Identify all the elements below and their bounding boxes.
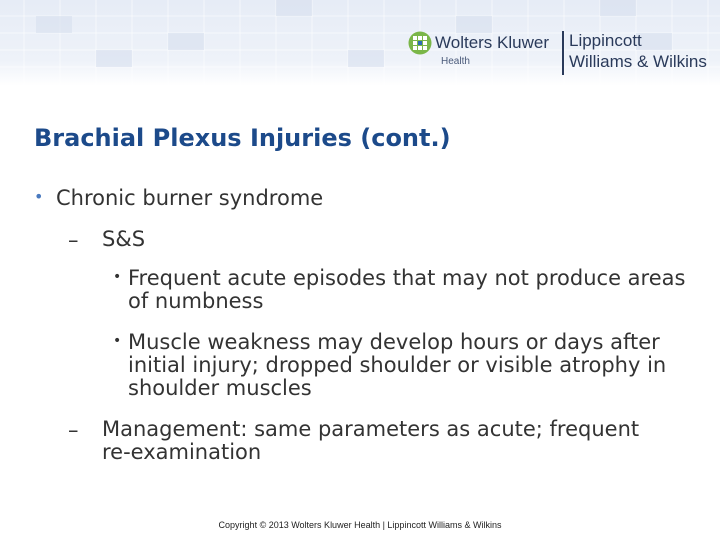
imprint-line-2: Williams & Wilkins xyxy=(569,52,707,71)
bullet-text: Frequent acute episodes that may not produce areas of numbness xyxy=(128,266,686,313)
imprint-line-1: Lippincott xyxy=(569,31,642,50)
en-dash-icon: – xyxy=(68,228,79,252)
slide-title: Brachial Plexus Injuries (cont.) xyxy=(34,124,451,152)
bullet-text: Management: same parameters as acute; frequent re-examination xyxy=(102,417,640,464)
bullet-dot-icon: • xyxy=(34,187,44,206)
bullet-dot-icon: • xyxy=(113,333,122,349)
bullet-text: Chronic burner syndrome xyxy=(56,186,324,210)
bullet-dot-icon: • xyxy=(113,269,122,285)
publisher-logo xyxy=(408,27,720,79)
bullet-text: S&S xyxy=(102,227,146,251)
en-dash-icon: – xyxy=(68,418,79,442)
header-band xyxy=(0,0,720,86)
publisher-division: Health xyxy=(441,56,470,67)
logo-divider xyxy=(562,31,564,75)
bullet-text: Muscle weakness may develop hours or days after initial injury; dropped shoulder or visible atrophy in shoulder muscles xyxy=(128,330,667,400)
publisher-name: Wolters Kluwer xyxy=(435,33,549,52)
copyright-footer: Copyright © 2013 Wolters Kluwer Health | Lippincott Williams & Wilkins xyxy=(218,520,502,530)
wolters-kluwer-logo-icon xyxy=(408,31,432,55)
